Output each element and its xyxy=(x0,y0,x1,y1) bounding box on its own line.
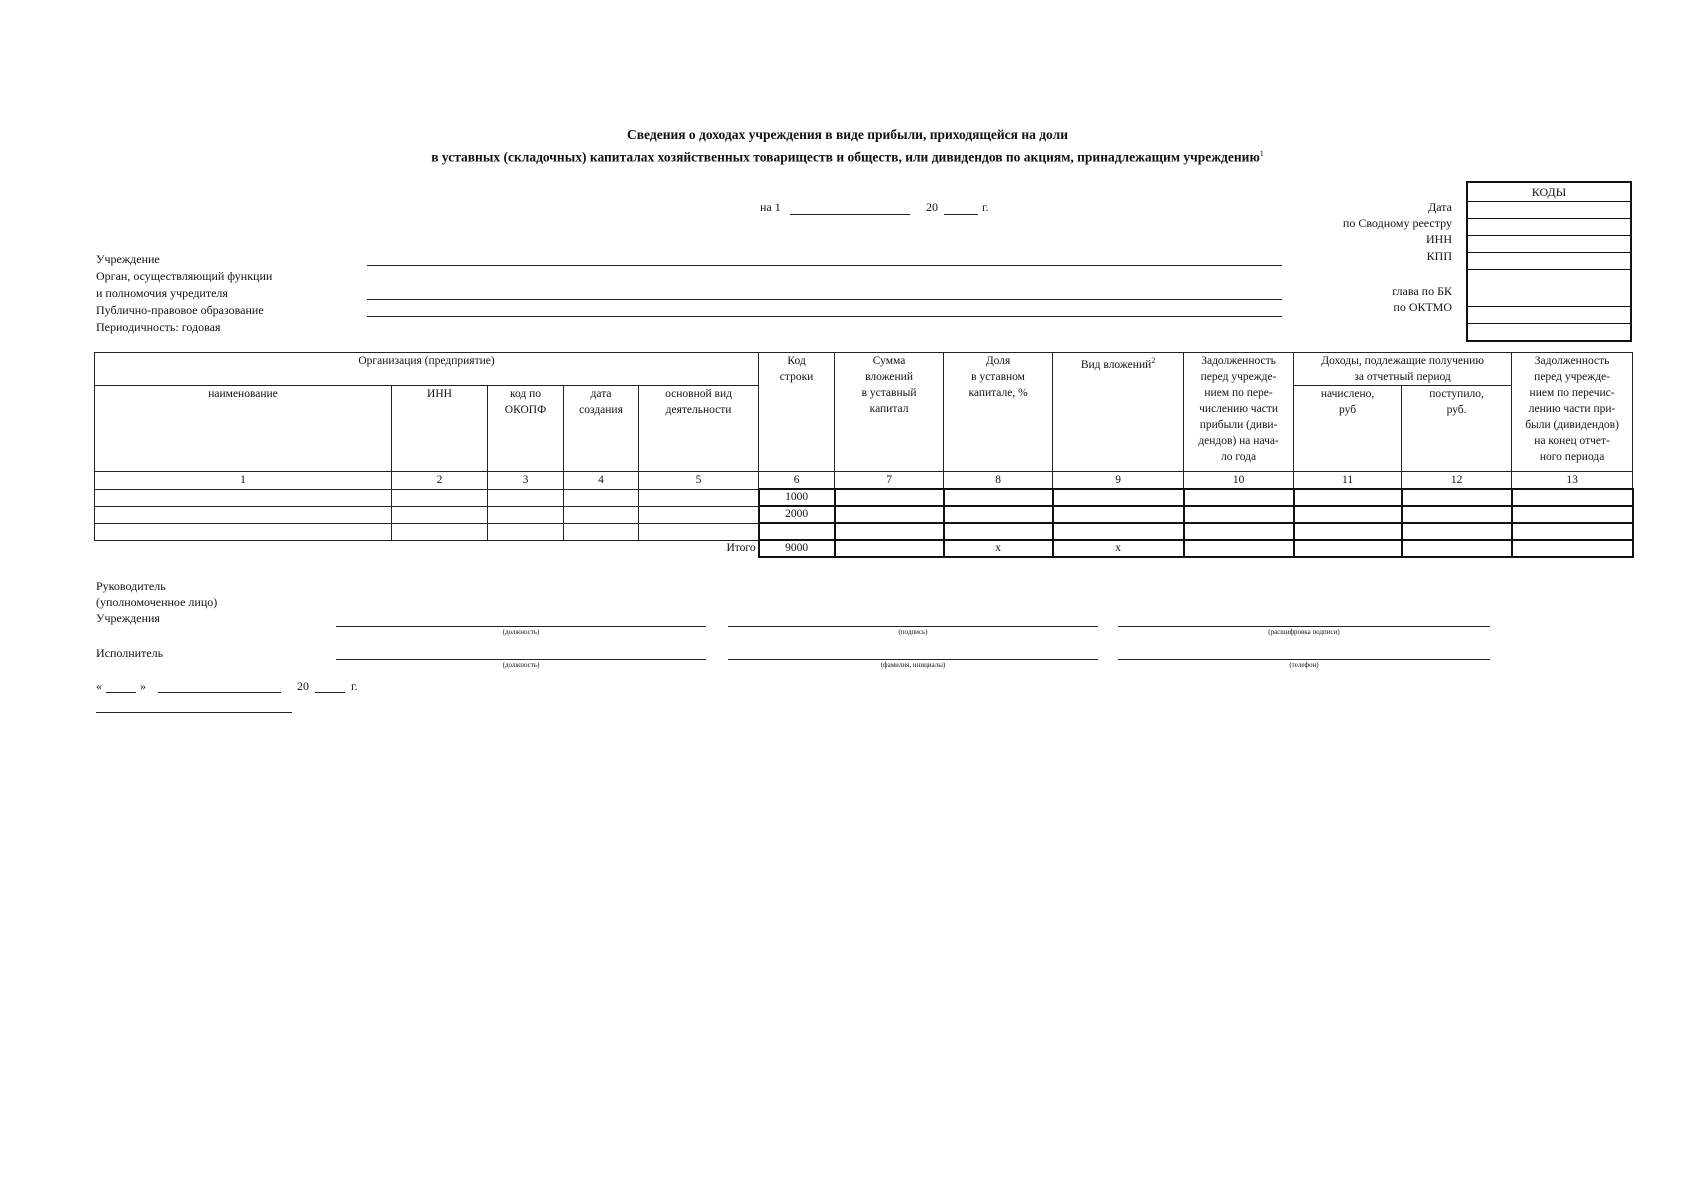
code-label-bk: глава по БК xyxy=(1392,284,1452,298)
codes-header: КОДЫ xyxy=(1468,183,1630,202)
header-debt-start-1: Задолженность xyxy=(1201,355,1276,367)
col-number: 2 xyxy=(392,472,488,490)
cell-share[interactable] xyxy=(944,523,1053,540)
institution-field-line[interactable] xyxy=(367,265,1282,266)
cell-created[interactable] xyxy=(564,506,639,523)
col-number: 3 xyxy=(488,472,564,490)
header-debt-start-5: прибыли (диви- xyxy=(1199,419,1278,431)
cell-debt-start[interactable] xyxy=(1184,489,1294,506)
executor-phone-line[interactable] xyxy=(1118,659,1490,660)
column-number-row xyxy=(95,472,1633,490)
header-income-1: Доходы, подлежащие получению xyxy=(1321,355,1484,367)
cell-debt-end[interactable] xyxy=(1512,489,1633,506)
header-debt-start-2: перед учрежде- xyxy=(1200,371,1277,383)
header-received-2: руб. xyxy=(1446,404,1467,416)
col-number: 7 xyxy=(835,472,944,490)
header-debt-start-4: числению части xyxy=(1199,403,1278,415)
form-title-line-1: Сведения о доходах учреждения в виде прибыли, приходящейся на доли xyxy=(627,127,1068,142)
date-year-suffix: г. xyxy=(982,200,989,214)
col-number: 4 xyxy=(564,472,639,490)
head-position-line[interactable] xyxy=(336,626,706,627)
sign-year-prefix: 20 xyxy=(297,679,309,693)
label-periodicity: Периодичность: годовая xyxy=(96,320,221,334)
col-number: 11 xyxy=(1294,472,1402,490)
header-share xyxy=(944,353,1053,472)
cell-name[interactable] xyxy=(95,523,392,540)
total-share: x xyxy=(944,540,1053,557)
label-public-entity: Публично-правовое образование xyxy=(96,303,264,317)
executor-position-line[interactable] xyxy=(336,659,706,660)
table-row xyxy=(95,523,1633,540)
cell-accrued[interactable] xyxy=(1294,523,1402,540)
caption-executor-position: (должность) xyxy=(502,661,540,669)
header-received xyxy=(1402,386,1512,472)
header-share-1: Доля xyxy=(985,355,1011,367)
header-debt-end-7: ного периода xyxy=(1539,451,1605,463)
total-sum[interactable] xyxy=(835,540,944,557)
date-close-quote: » xyxy=(140,679,146,693)
cell-inn[interactable] xyxy=(392,523,488,540)
header-code-2: строки xyxy=(779,371,814,383)
sign-day-blank[interactable] xyxy=(106,692,136,693)
cell-accrued[interactable] xyxy=(1294,506,1402,523)
caption-name: (фамилия, инициалы) xyxy=(880,661,946,669)
code-cell-extra[interactable] xyxy=(1468,324,1630,340)
cell-type[interactable] xyxy=(1053,506,1184,523)
header-code-1: Код xyxy=(787,355,806,367)
code-cell-kpp[interactable] xyxy=(1468,253,1630,270)
header-debt-end-3: нием по перечис- xyxy=(1529,387,1615,399)
header-debt-end-5: были (дивидендов) xyxy=(1525,419,1619,431)
cell-sum[interactable] xyxy=(835,489,944,506)
col-number: 9 xyxy=(1053,472,1184,490)
cell-debt-start[interactable] xyxy=(1184,506,1294,523)
code-cell-registry[interactable] xyxy=(1468,219,1630,236)
date-prefix: на 1 xyxy=(760,200,781,214)
col-number: 8 xyxy=(944,472,1053,490)
cell-type[interactable] xyxy=(1053,489,1184,506)
header-debt-end-2: перед учрежде- xyxy=(1534,371,1610,383)
footnote-separator xyxy=(96,712,292,713)
header-accrued xyxy=(1294,386,1402,472)
header-share-3: капитале, % xyxy=(968,387,1028,399)
header-sum-4: капитал xyxy=(869,403,909,415)
header-debt-start-7: ло года xyxy=(1220,451,1257,463)
cell-received[interactable] xyxy=(1402,489,1512,506)
cell-debt-start[interactable] xyxy=(1184,523,1294,540)
cell-activity[interactable] xyxy=(639,506,759,523)
header-inn: ИНН xyxy=(392,386,488,472)
header-debt-end-1: Задолженность xyxy=(1534,355,1610,367)
header-accrued-2: руб xyxy=(1339,404,1357,416)
header-debt-start xyxy=(1184,353,1294,472)
total-debt-end[interactable] xyxy=(1512,540,1633,557)
sign-month-blank[interactable] xyxy=(158,692,281,693)
date-day-month-blank[interactable] xyxy=(790,214,910,215)
cell-name[interactable] xyxy=(95,489,392,506)
cell-row-code: 2000 xyxy=(759,506,835,523)
cell-created[interactable] xyxy=(564,523,639,540)
cell-debt-end[interactable] xyxy=(1512,523,1633,540)
cell-row-code: 1000 xyxy=(759,489,835,506)
header-debt-end-6: на конец отчет- xyxy=(1534,435,1610,447)
code-cell-oktmo[interactable] xyxy=(1468,307,1630,324)
header-activity-2: деятельности xyxy=(665,404,732,416)
code-cell-date[interactable] xyxy=(1468,202,1630,219)
header-type-label: Вид вложений xyxy=(1080,358,1152,371)
total-debt-start[interactable] xyxy=(1184,540,1294,557)
cell-okopf[interactable] xyxy=(488,523,564,540)
header-income-group xyxy=(1294,353,1512,386)
header-okopf-2: ОКОПФ xyxy=(504,404,547,416)
sign-year-suffix: г. xyxy=(351,679,358,693)
cell-sum[interactable] xyxy=(835,523,944,540)
public-entity-field-line[interactable] xyxy=(367,316,1282,317)
code-label-kpp: КПП xyxy=(1426,249,1452,263)
header-okopf-1: код по xyxy=(509,388,542,400)
total-accrued[interactable] xyxy=(1294,540,1402,557)
cell-activity[interactable] xyxy=(639,523,759,540)
caption-decoding: (расшифровка подписи) xyxy=(1268,628,1340,636)
caption-phone: (телефон) xyxy=(1289,661,1319,669)
cell-okopf[interactable] xyxy=(488,506,564,523)
header-debt-end xyxy=(1512,353,1633,472)
total-row xyxy=(95,540,1633,557)
income-table xyxy=(94,352,1634,558)
header-activity-1: основной вид xyxy=(665,388,732,400)
header-sum xyxy=(835,353,944,472)
header-sum-2: вложений xyxy=(865,371,913,383)
header-sum-3: в уставный xyxy=(861,387,917,399)
cell-share[interactable] xyxy=(944,489,1053,506)
executor-name-line[interactable] xyxy=(728,659,1098,660)
cell-row-code xyxy=(759,523,835,540)
total-type: x xyxy=(1053,540,1184,557)
col-number: 12 xyxy=(1402,472,1512,490)
total-label: Итого xyxy=(95,540,759,557)
code-label-inn: ИНН xyxy=(1426,232,1452,246)
col-number: 13 xyxy=(1512,472,1633,490)
cell-activity[interactable] xyxy=(639,489,759,506)
header-org-group: Организация (предприятие) xyxy=(95,353,759,386)
cell-share[interactable] xyxy=(944,506,1053,523)
label-founder-1: Орган, осуществляющий функции xyxy=(96,269,273,283)
code-label-date: Дата xyxy=(1428,200,1452,214)
code-label-registry: по Сводному реестру xyxy=(1342,216,1452,230)
header-sum-1: Сумма xyxy=(872,355,906,367)
col-number: 10 xyxy=(1184,472,1294,490)
header-okopf xyxy=(488,386,564,472)
label-founder-2: и полномочия учредителя xyxy=(96,286,228,300)
header-code xyxy=(759,353,835,472)
codes-box xyxy=(1466,181,1632,342)
sign-year-blank[interactable] xyxy=(315,692,345,693)
cell-inn[interactable] xyxy=(392,506,488,523)
cell-name[interactable] xyxy=(95,506,392,523)
cell-created[interactable] xyxy=(564,489,639,506)
cell-received[interactable] xyxy=(1402,523,1512,540)
sig-executor: Исполнитель xyxy=(96,646,164,660)
table-row xyxy=(95,506,1633,523)
header-income-2: за отчетный период xyxy=(1354,371,1451,383)
header-debt-start-3: нием по пере- xyxy=(1204,387,1273,399)
date-year-prefix: 20 xyxy=(926,200,938,214)
col-number: 6 xyxy=(759,472,835,490)
header-created-1: дата xyxy=(590,388,612,400)
cell-accrued[interactable] xyxy=(1294,489,1402,506)
code-cell-inn[interactable] xyxy=(1468,236,1630,253)
header-received-1: поступило, xyxy=(1429,388,1484,400)
sig-head-line-1: Руководитель xyxy=(96,579,166,593)
cell-okopf[interactable] xyxy=(488,489,564,506)
table-row xyxy=(95,489,1633,506)
title-footnote-mark: 1 xyxy=(1259,149,1264,158)
cell-debt-end[interactable] xyxy=(1512,506,1633,523)
header-accrued-1: начислено, xyxy=(1320,388,1375,400)
total-code: 9000 xyxy=(759,540,835,557)
header-debt-end-4: лению части при- xyxy=(1528,403,1616,415)
cell-received[interactable] xyxy=(1402,506,1512,523)
header-activity xyxy=(639,386,759,472)
header-type-mark: 2 xyxy=(1151,356,1156,365)
label-institution: Учреждение xyxy=(96,252,160,266)
sig-head-line-3: Учреждения xyxy=(96,611,160,625)
cell-sum[interactable] xyxy=(835,506,944,523)
form-title-text: в уставных (складочных) капиталах хозяйственных товариществ и обществ, или дивидендов по акциям, принадлежащим учреждению xyxy=(431,149,1260,165)
date-year-blank[interactable] xyxy=(944,214,978,215)
total-received[interactable] xyxy=(1402,540,1512,557)
code-label-oktmo: по ОКТМО xyxy=(1393,300,1452,314)
caption-signature: (подпись) xyxy=(898,628,928,636)
cell-inn[interactable] xyxy=(392,489,488,506)
header-created-2: создания xyxy=(579,404,623,416)
header-debt-start-6: дендов) на нача- xyxy=(1198,435,1279,447)
cell-type[interactable] xyxy=(1053,523,1184,540)
form-title-line-2 xyxy=(0,144,1695,167)
header-share-2: в уставном xyxy=(971,371,1025,383)
code-cell-bk[interactable] xyxy=(1468,270,1630,307)
head-signature-line[interactable] xyxy=(728,626,1098,627)
header-type xyxy=(1053,353,1184,472)
sig-head-line-2: (уполномоченное лицо) xyxy=(96,595,218,609)
header-created xyxy=(564,386,639,472)
caption-position: (должность) xyxy=(502,628,540,636)
head-decoding-line[interactable] xyxy=(1118,626,1490,627)
founder-field-line[interactable] xyxy=(367,299,1282,300)
header-name: наименование xyxy=(95,386,392,472)
col-number: 5 xyxy=(639,472,759,490)
date-open-quote: « xyxy=(96,679,102,693)
col-number: 1 xyxy=(95,472,392,490)
